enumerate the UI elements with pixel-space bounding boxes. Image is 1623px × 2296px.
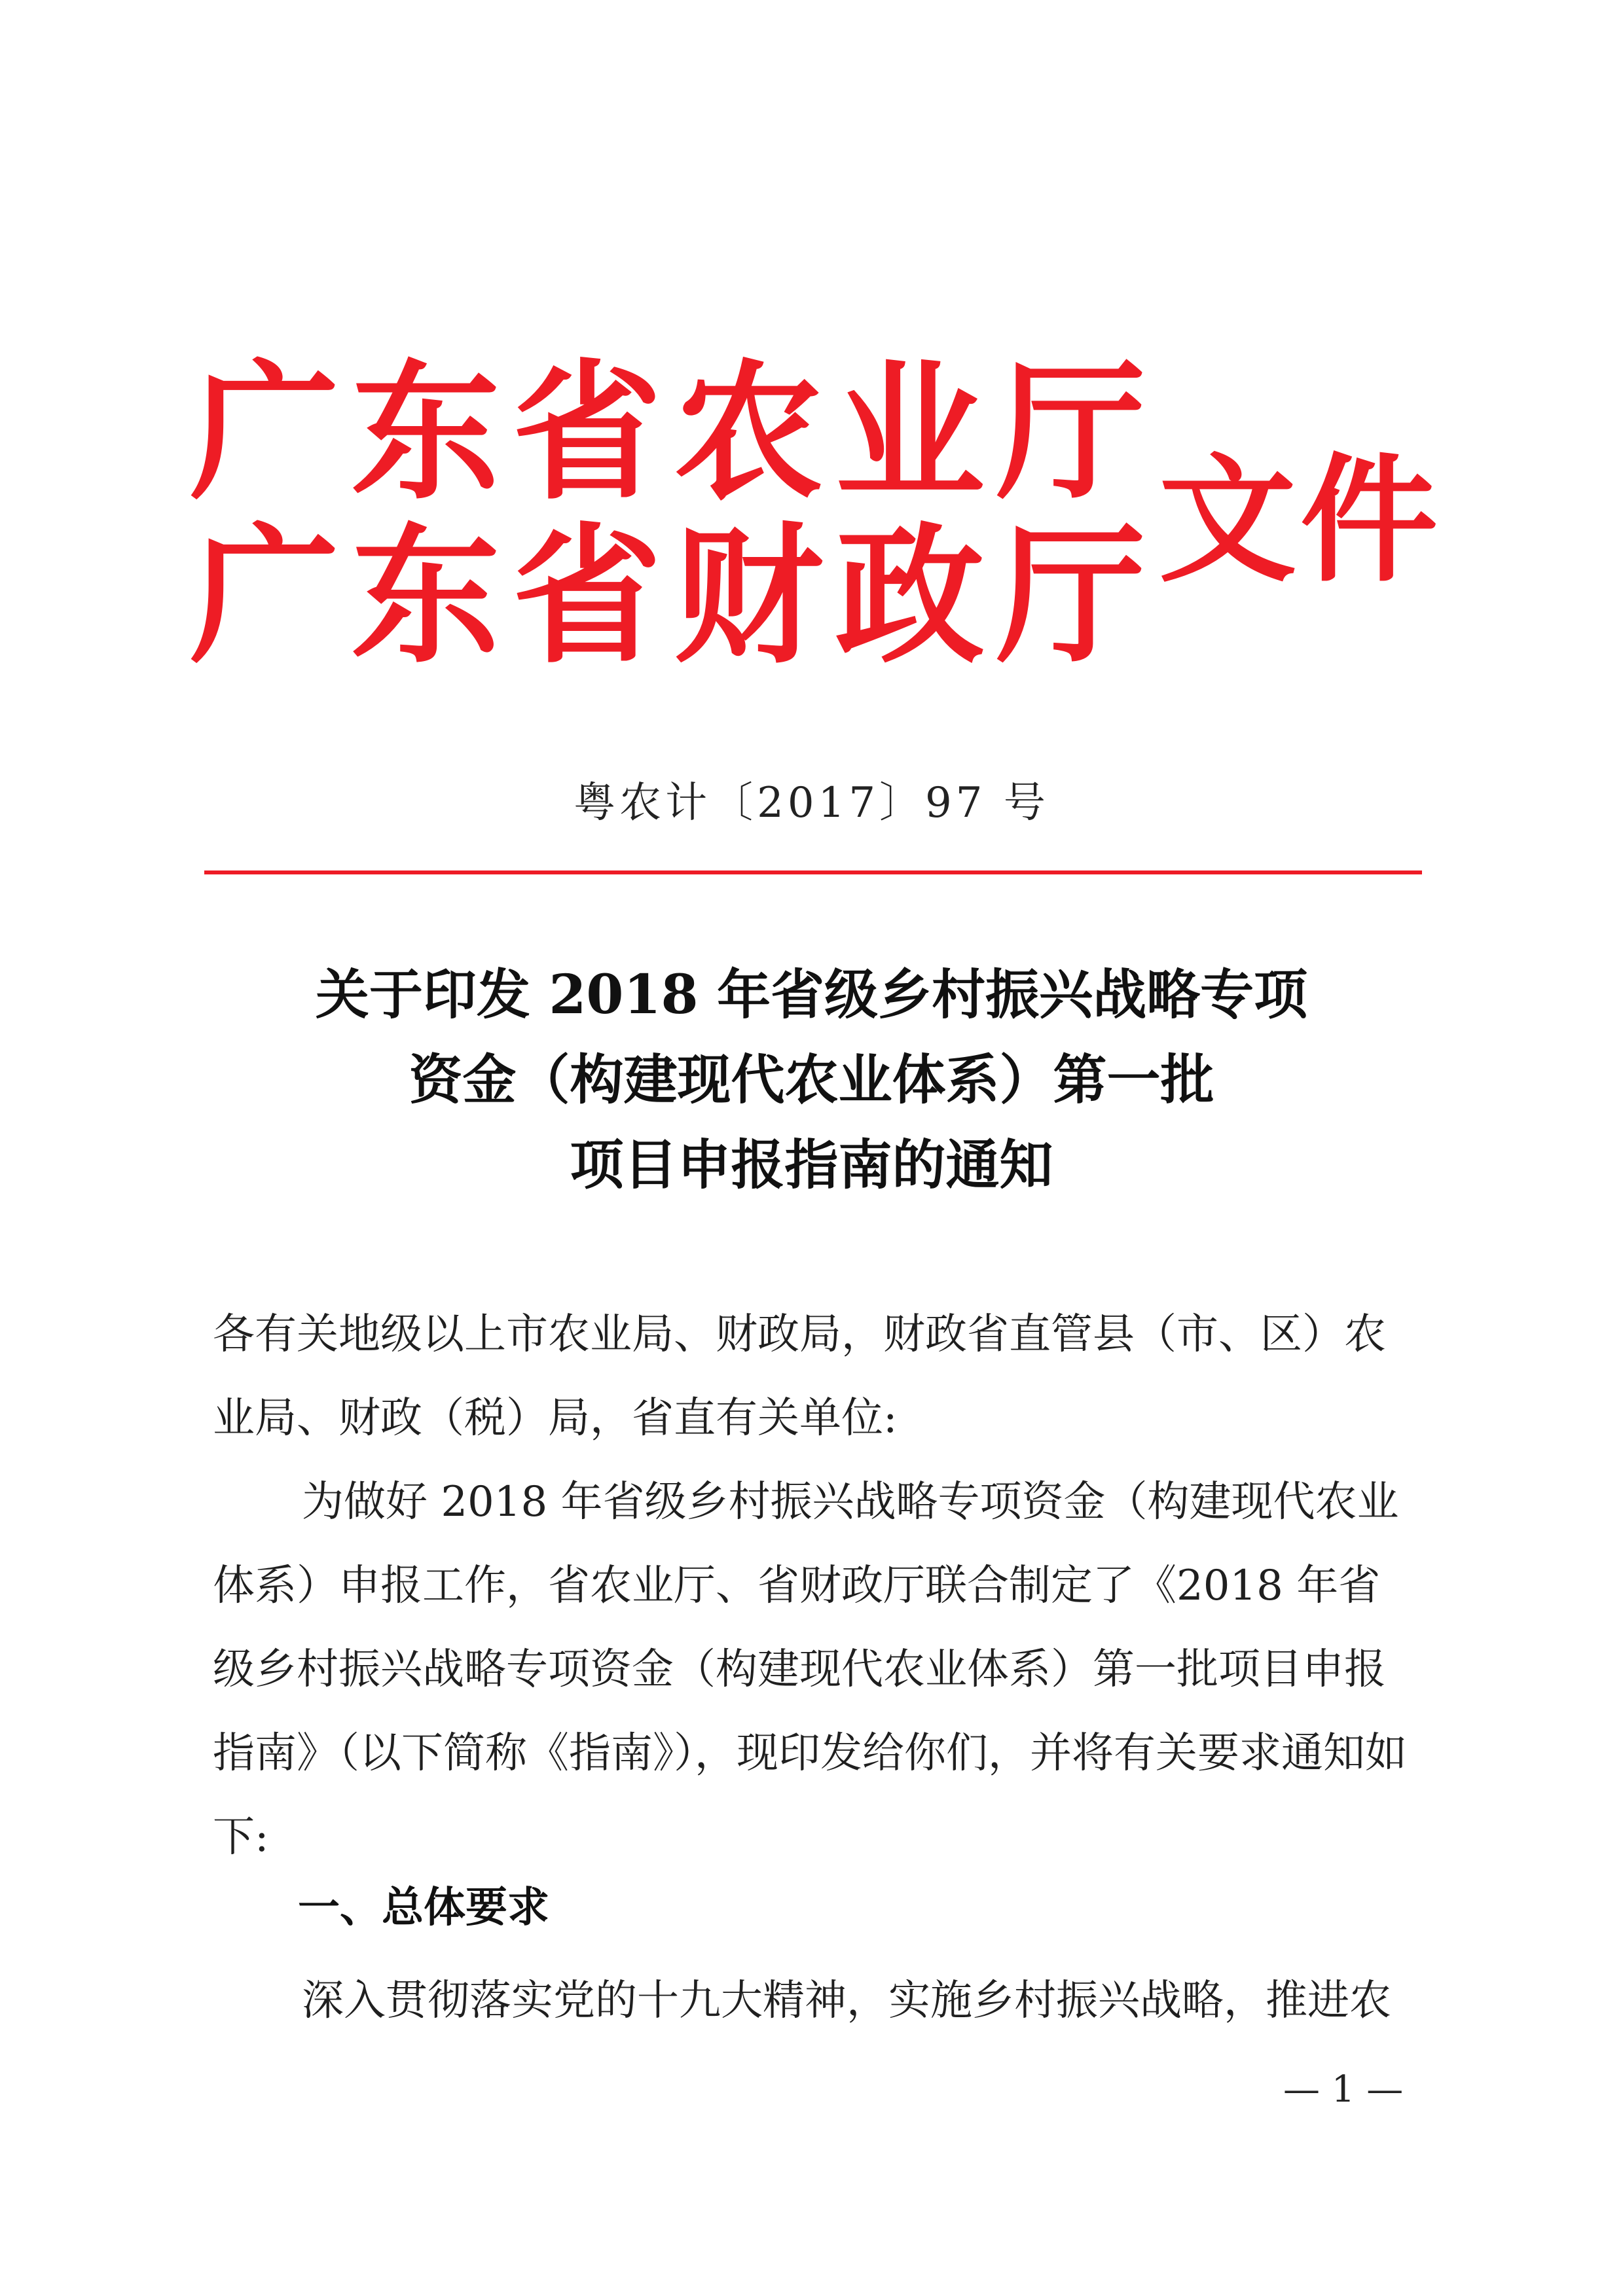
issuer-char: 东 — [351, 344, 501, 520]
issuer-char: 省 — [512, 508, 662, 683]
issuer-char: 财 — [674, 508, 824, 683]
title-line-2: 资金（构建现代农业体系）第一批 — [409, 1049, 1214, 1111]
issuer-char: 广 — [190, 508, 339, 683]
issuer-char: 东 — [351, 508, 501, 683]
title-line-3: 项目申报指南的通知 — [570, 1134, 1053, 1196]
salutation: 各有关地级以上市农业局、财政局，财政省直管县（市、区）农业局、财政（税）局，省直有关单位: — [213, 1310, 1386, 1443]
paragraph-section1: 深入贯彻落实党的十九大精神，实施乡村振兴战略，推进农 — [302, 1977, 1391, 2025]
issuer-char: 厅 — [996, 508, 1146, 683]
issuer-char: 广 — [190, 344, 339, 520]
section-heading-overall-requirements: 一、总体要求 — [298, 1884, 549, 1932]
issuer-char: 省 — [512, 344, 662, 520]
issuer-char: 厅 — [996, 344, 1146, 520]
page-number: — 1 — — [1283, 2068, 1404, 2111]
issuer-char: 政 — [835, 508, 985, 683]
red-divider-line — [204, 870, 1422, 874]
title-line-1: 关于印发 2018 年省级乡村振兴战略专项 — [315, 963, 1308, 1026]
issuer-line-agriculture — [190, 344, 1146, 520]
document-label: 文件 — [1159, 439, 1442, 601]
issuer-char: 业 — [835, 344, 985, 520]
document-number: 粤农计〔2017〕97 号 — [574, 779, 1049, 827]
issuer-char: 农 — [674, 344, 824, 520]
issuer-line-finance — [190, 508, 1146, 683]
paragraph-intro: 为做好 2018 年省级乡村振兴战略专项资金（构建现代农业体系）申报工作，省农业厅、省财政厅联合制定了《2018 年省级乡村振兴战略专项资金（构建现代农业体系）第一批项目申报指南》（以下简称《指南》），现印发给你们，并将有关要求通知如下: — [213, 1478, 1407, 1861]
